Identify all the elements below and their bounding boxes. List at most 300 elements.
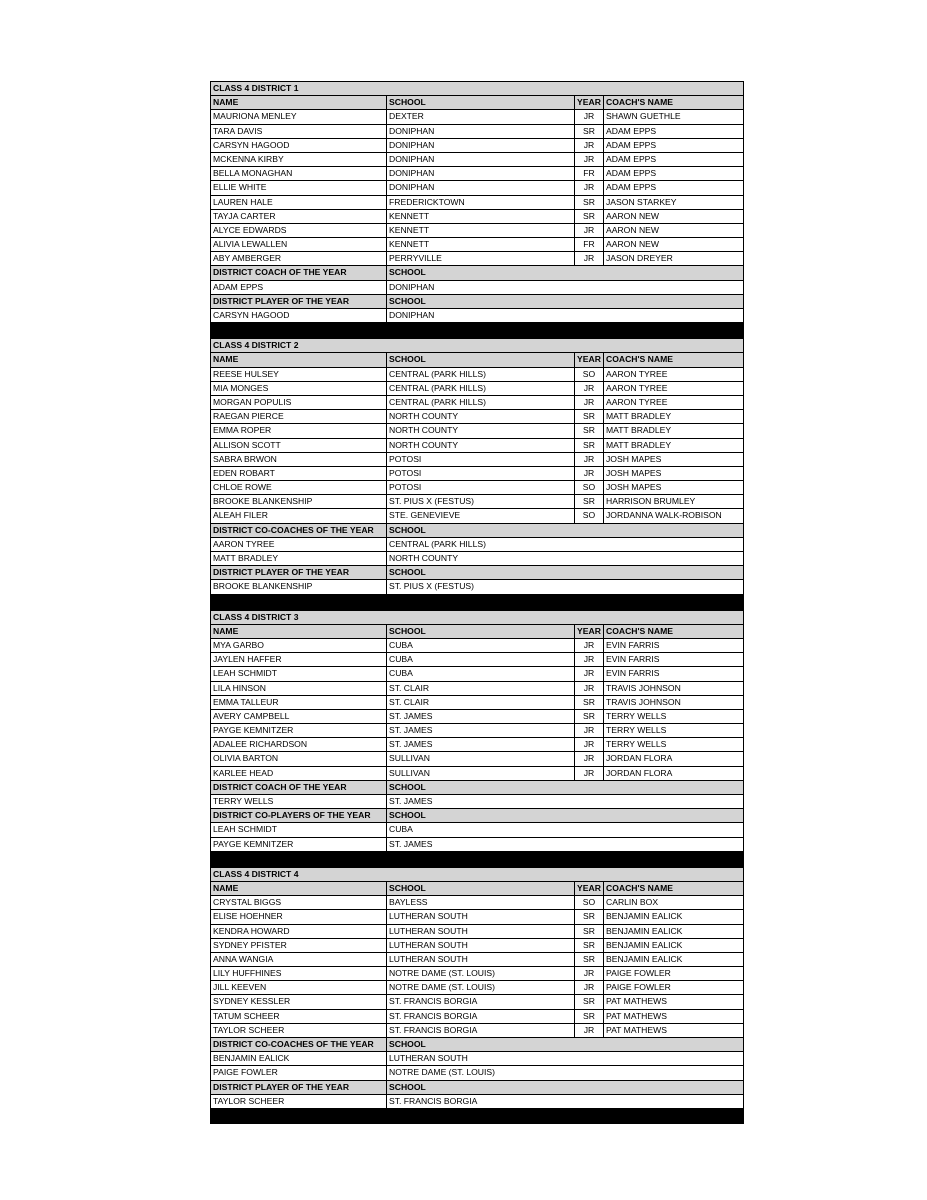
player-school: NORTH COUNTY	[387, 424, 575, 437]
player-year: JR	[575, 153, 604, 166]
player-year: SO	[575, 368, 604, 381]
player-school: NOTRE DAME (ST. LOUIS)	[387, 967, 575, 980]
player-year: SR	[575, 210, 604, 223]
player-row	[211, 910, 743, 924]
player-name: LAUREN HALE	[211, 196, 387, 209]
player-coach: AARON NEW	[606, 224, 659, 235]
player-name: CHLOE ROWE	[211, 481, 387, 494]
player-school: CUBA	[387, 653, 575, 666]
coach-of-year-header	[211, 266, 743, 280]
player-school: CENTRAL (PARK HILLS)	[387, 396, 575, 409]
player-of-year-row	[211, 1095, 743, 1109]
player-school: ST. JAMES	[387, 710, 575, 723]
player-school: ST. JAMES	[387, 738, 575, 751]
player-name: ALIVIA LEWALLEN	[211, 238, 387, 251]
player-coach: PAT MATHEWS	[606, 1010, 667, 1021]
player-row	[211, 424, 743, 438]
player-year: JR	[575, 224, 604, 237]
player-coach: JOSH MAPES	[606, 482, 662, 493]
player-year: JR	[575, 453, 604, 466]
player-of-year-school-label: SCHOOL	[389, 1081, 426, 1092]
player-school: PERRYVILLE	[387, 252, 575, 265]
player-year: SR	[575, 995, 604, 1008]
player-name: SABRA BRWON	[211, 453, 387, 466]
coach-of-year-label: DISTRICT CO-COACHES OF THE YEAR	[211, 524, 387, 537]
section-title: CLASS 4 DISTRICT 1	[213, 83, 299, 93]
player-name: KENDRA HOWARD	[211, 925, 387, 938]
player-row	[211, 252, 743, 266]
player-row	[211, 224, 743, 238]
coach-of-year-name: AARON TYREE	[211, 538, 387, 551]
coach-of-year-school-label: SCHOOL	[389, 1039, 426, 1049]
coach-of-year-school: LUTHERAN SOUTH	[389, 1053, 468, 1064]
player-row	[211, 995, 743, 1009]
coach-of-year-school-label: SCHOOL	[389, 267, 426, 278]
player-name: LILA HINSON	[211, 682, 387, 695]
player-coach: JASON DREYER	[606, 253, 673, 264]
player-year: JR	[575, 967, 604, 980]
player-year: SO	[575, 481, 604, 494]
player-name: CARSYN HAGOOD	[211, 139, 387, 152]
player-of-year-name: PAYGE KEMNITZER	[211, 838, 387, 851]
player-of-year-header	[211, 809, 743, 823]
coach-of-year-name: PAIGE FOWLER	[211, 1066, 387, 1079]
player-year: SO	[575, 509, 604, 522]
player-name: ABY AMBERGER	[211, 252, 387, 265]
coach-of-year-label: DISTRICT COACH OF THE YEAR	[211, 266, 387, 279]
player-year: JR	[575, 382, 604, 395]
player-year: SR	[575, 125, 604, 138]
coach-of-year-name: TERRY WELLS	[211, 795, 387, 808]
district-section	[210, 867, 744, 1124]
district-section	[210, 338, 744, 609]
header-school: SCHOOL	[387, 96, 575, 109]
player-year: SR	[575, 939, 604, 952]
player-row	[211, 981, 743, 995]
player-coach: PAIGE FOWLER	[606, 982, 671, 993]
player-school: POTOSI	[387, 481, 575, 494]
player-coach: MATT BRADLEY	[606, 439, 672, 450]
player-name: SYDNEY KESSLER	[211, 995, 387, 1008]
player-coach: ADAM EPPS	[606, 168, 657, 179]
player-row	[211, 210, 743, 224]
section-title: CLASS 4 DISTRICT 3	[213, 611, 299, 622]
player-name: EMMA ROPER	[211, 424, 387, 437]
player-name: REESE HULSEY	[211, 368, 387, 381]
coach-of-year-name: BENJAMIN EALICK	[211, 1052, 387, 1065]
player-name: ALEAH FILER	[211, 509, 387, 522]
player-coach: JOSH MAPES	[606, 453, 662, 464]
section-title-row	[211, 611, 743, 625]
player-coach: TERRY WELLS	[606, 710, 667, 721]
header-name: NAME	[211, 882, 387, 895]
header-school: SCHOOL	[387, 882, 575, 895]
player-year: JR	[575, 667, 604, 680]
player-of-year-row	[211, 309, 743, 323]
header-coach: COACH'S NAME	[606, 625, 673, 636]
player-row	[211, 196, 743, 210]
player-name: ANNA WANGIA	[211, 953, 387, 966]
header-name: NAME	[211, 625, 387, 638]
player-school: ST. JAMES	[387, 724, 575, 737]
player-school: FREDERICKTOWN	[387, 196, 575, 209]
player-year: SR	[575, 696, 604, 709]
player-name: JAYLEN HAFFER	[211, 653, 387, 666]
player-name: ALLISON SCOTT	[211, 439, 387, 452]
header-coach: COACH'S NAME	[606, 97, 673, 108]
player-name: OLIVIA BARTON	[211, 752, 387, 765]
player-year: SR	[575, 925, 604, 938]
coach-of-year-school: NORTH COUNTY	[389, 553, 459, 563]
player-of-year-school-label: SCHOOL	[389, 567, 426, 578]
coach-of-year-row	[211, 552, 743, 566]
player-row	[211, 167, 743, 181]
player-row	[211, 653, 743, 667]
player-row	[211, 495, 743, 509]
player-name: LEAH SCHMIDT	[211, 667, 387, 680]
player-school: STE. GENEVIEVE	[387, 509, 575, 522]
header-name: NAME	[211, 353, 387, 366]
section-divider-bar	[211, 852, 743, 867]
player-coach: BENJAMIN EALICK	[606, 939, 683, 950]
player-row	[211, 639, 743, 653]
player-coach: SHAWN GUETHLE	[606, 111, 681, 122]
section-title: CLASS 4 DISTRICT 2	[213, 340, 299, 351]
player-name: MYA GARBO	[211, 639, 387, 652]
header-name: NAME	[211, 96, 387, 109]
player-of-year-name: TAYLOR SCHEER	[211, 1095, 387, 1108]
player-row	[211, 967, 743, 981]
player-of-year-school: ST. JAMES	[389, 838, 433, 849]
player-name: SYDNEY PFISTER	[211, 939, 387, 952]
player-school: KENNETT	[387, 238, 575, 251]
player-coach: ADAM EPPS	[606, 182, 657, 193]
player-of-year-row	[211, 838, 743, 852]
player-school: BAYLESS	[387, 896, 575, 909]
player-of-year-name: LEAH SCHMIDT	[211, 823, 387, 836]
player-year: FR	[575, 167, 604, 180]
player-year: SR	[575, 953, 604, 966]
player-name: CRYSTAL BIGGS	[211, 896, 387, 909]
section-divider-bar	[211, 323, 743, 338]
player-year: SO	[575, 896, 604, 909]
player-name: TAYJA CARTER	[211, 210, 387, 223]
player-row	[211, 139, 743, 153]
player-coach: PAT MATHEWS	[606, 1024, 667, 1035]
player-row	[211, 110, 743, 124]
player-school: LUTHERAN SOUTH	[387, 910, 575, 923]
coach-of-year-label: DISTRICT COACH OF THE YEAR	[211, 781, 387, 794]
player-of-year-school-label: SCHOOL	[389, 810, 426, 821]
player-school: CENTRAL (PARK HILLS)	[387, 382, 575, 395]
player-school: KENNETT	[387, 210, 575, 223]
player-year: JR	[575, 139, 604, 152]
coach-of-year-row	[211, 538, 743, 552]
player-name: MORGAN POPULIS	[211, 396, 387, 409]
player-coach: JORDAN FLORA	[606, 753, 673, 764]
player-name: BELLA MONAGHAN	[211, 167, 387, 180]
player-row	[211, 467, 743, 481]
player-year: JR	[575, 752, 604, 765]
coach-of-year-row	[211, 1052, 743, 1066]
player-row	[211, 925, 743, 939]
player-school: ST. PIUS X (FESTUS)	[387, 495, 575, 508]
player-year: JR	[575, 738, 604, 751]
player-of-year-header	[211, 1081, 743, 1095]
player-school: KENNETT	[387, 224, 575, 237]
player-coach: EVIN FARRIS	[606, 639, 660, 650]
player-of-year-school: CUBA	[389, 824, 413, 835]
player-name: KARLEE HEAD	[211, 767, 387, 780]
player-coach: JOSH MAPES	[606, 467, 662, 478]
player-row	[211, 1024, 743, 1038]
player-coach: AARON TYREE	[606, 368, 668, 379]
player-year: SR	[575, 710, 604, 723]
coach-of-year-school: NOTRE DAME (ST. LOUIS)	[389, 1067, 495, 1078]
player-of-year-label: DISTRICT PLAYER OF THE YEAR	[211, 295, 387, 308]
player-row	[211, 439, 743, 453]
player-of-year-school: ST. FRANCIS BORGIA	[389, 1095, 478, 1106]
player-coach: TERRY WELLS	[606, 739, 667, 750]
player-school: DONIPHAN	[387, 125, 575, 138]
player-row	[211, 752, 743, 766]
player-name: RAEGAN PIERCE	[211, 410, 387, 423]
section-title-row	[211, 82, 743, 96]
player-year: JR	[575, 682, 604, 695]
player-coach: JORDAN FLORA	[606, 767, 673, 778]
player-coach: TERRY WELLS	[606, 725, 667, 736]
player-of-year-row	[211, 580, 743, 594]
player-row	[211, 396, 743, 410]
player-year: SR	[575, 410, 604, 423]
player-name: EDEN ROBART	[211, 467, 387, 480]
player-row	[211, 509, 743, 523]
header-school: SCHOOL	[387, 353, 575, 366]
coach-of-year-row	[211, 795, 743, 809]
player-name: BROOKE BLANKENSHIP	[211, 495, 387, 508]
player-school: POTOSI	[387, 453, 575, 466]
player-school: CENTRAL (PARK HILLS)	[387, 368, 575, 381]
player-year: SR	[575, 1010, 604, 1023]
player-school: LUTHERAN SOUTH	[387, 939, 575, 952]
player-coach: JORDANNA WALK-ROBISON	[606, 510, 722, 521]
player-school: LUTHERAN SOUTH	[387, 953, 575, 966]
player-of-year-label: DISTRICT PLAYER OF THE YEAR	[211, 566, 387, 579]
section-title-row	[211, 868, 743, 882]
player-row	[211, 481, 743, 495]
player-coach: PAT MATHEWS	[606, 996, 667, 1007]
player-of-year-header	[211, 566, 743, 580]
player-coach: ADAM EPPS	[606, 139, 657, 150]
player-row	[211, 682, 743, 696]
player-coach: EVIN FARRIS	[606, 654, 660, 665]
player-year: SR	[575, 910, 604, 923]
player-coach: MATT BRADLEY	[606, 425, 672, 436]
coach-of-year-header	[211, 781, 743, 795]
player-of-year-label: DISTRICT PLAYER OF THE YEAR	[211, 1081, 387, 1094]
section-title: CLASS 4 DISTRICT 4	[213, 868, 299, 879]
player-name: PAYGE KEMNITZER	[211, 724, 387, 737]
player-year: JR	[575, 181, 604, 194]
player-row	[211, 368, 743, 382]
player-of-year-school: DONIPHAN	[389, 310, 435, 320]
player-name: TATUM SCHEER	[211, 1010, 387, 1023]
player-year: JR	[575, 396, 604, 409]
player-name: LILY HUFFHINES	[211, 967, 387, 980]
player-coach: EVIN FARRIS	[606, 668, 660, 679]
player-year: JR	[575, 724, 604, 737]
player-row	[211, 710, 743, 724]
player-of-year-label: DISTRICT CO-PLAYERS OF THE YEAR	[211, 809, 387, 822]
header-year: YEAR	[575, 353, 604, 366]
player-school: NOTRE DAME (ST. LOUIS)	[387, 981, 575, 994]
player-of-year-school-label: SCHOOL	[389, 295, 426, 306]
player-row	[211, 1010, 743, 1024]
district-section	[210, 81, 744, 338]
player-school: SULLIVAN	[387, 767, 575, 780]
player-school: POTOSI	[387, 467, 575, 480]
player-name: AVERY CAMPBELL	[211, 710, 387, 723]
player-of-year-header	[211, 295, 743, 309]
player-year: JR	[575, 1024, 604, 1037]
player-name: MAURIONA MENLEY	[211, 110, 387, 123]
player-school: ST. CLAIR	[387, 682, 575, 695]
player-name: ALYCE EDWARDS	[211, 224, 387, 237]
player-row	[211, 238, 743, 252]
player-coach: TRAVIS JOHNSON	[606, 696, 681, 707]
player-school: NORTH COUNTY	[387, 439, 575, 452]
column-header-row	[211, 353, 743, 367]
player-year: JR	[575, 110, 604, 123]
player-row	[211, 410, 743, 424]
coach-of-year-name: ADAM EPPS	[211, 281, 387, 294]
player-coach: TRAVIS JOHNSON	[606, 682, 681, 693]
all-district-document	[210, 81, 744, 1124]
player-row	[211, 896, 743, 910]
coach-of-year-school: CENTRAL (PARK HILLS)	[389, 538, 486, 549]
player-coach: BENJAMIN EALICK	[606, 925, 683, 936]
player-coach: AARON NEW	[606, 239, 659, 250]
player-coach: HARRISON BRUMLEY	[606, 496, 696, 507]
player-school: DONIPHAN	[387, 181, 575, 194]
player-year: SR	[575, 439, 604, 452]
player-year: JR	[575, 639, 604, 652]
player-year: FR	[575, 238, 604, 251]
player-name: EMMA TALLEUR	[211, 696, 387, 709]
player-coach: BENJAMIN EALICK	[606, 953, 683, 964]
header-coach: COACH'S NAME	[606, 354, 673, 365]
coach-of-year-header	[211, 524, 743, 538]
player-year: JR	[575, 467, 604, 480]
player-coach: PAIGE FOWLER	[606, 968, 671, 979]
player-year: JR	[575, 981, 604, 994]
player-coach: AARON TYREE	[606, 396, 668, 407]
player-of-year-row	[211, 823, 743, 837]
player-row	[211, 767, 743, 781]
player-coach: BENJAMIN EALICK	[606, 911, 683, 922]
coach-of-year-name: MATT BRADLEY	[211, 552, 387, 565]
player-year: JR	[575, 653, 604, 666]
section-divider-bar	[211, 1109, 743, 1124]
player-school: DONIPHAN	[387, 167, 575, 180]
coach-of-year-row	[211, 1066, 743, 1080]
header-school: SCHOOL	[387, 625, 575, 638]
player-school: NORTH COUNTY	[387, 410, 575, 423]
coach-of-year-header	[211, 1038, 743, 1052]
player-row	[211, 153, 743, 167]
player-coach: AARON NEW	[606, 210, 659, 221]
player-row	[211, 953, 743, 967]
column-header-row	[211, 882, 743, 896]
player-year: SR	[575, 424, 604, 437]
player-name: ELLIE WHITE	[211, 181, 387, 194]
coach-of-year-school: ST. JAMES	[389, 796, 433, 806]
player-row	[211, 667, 743, 681]
coach-of-year-school-label: SCHOOL	[389, 524, 426, 535]
player-school: SULLIVAN	[387, 752, 575, 765]
player-row	[211, 382, 743, 396]
player-row	[211, 453, 743, 467]
header-year: YEAR	[575, 625, 604, 638]
player-name: JILL KEEVEN	[211, 981, 387, 994]
player-name: MIA MONGES	[211, 382, 387, 395]
player-coach: JASON STARKEY	[606, 196, 677, 207]
player-name: ADALEE RICHARDSON	[211, 738, 387, 751]
player-school: CUBA	[387, 639, 575, 652]
column-header-row	[211, 625, 743, 639]
player-of-year-name: CARSYN HAGOOD	[211, 309, 387, 322]
player-name: TARA DAVIS	[211, 125, 387, 138]
player-year: SR	[575, 495, 604, 508]
section-title-row	[211, 339, 743, 353]
header-coach: COACH'S NAME	[606, 882, 673, 893]
coach-of-year-row	[211, 281, 743, 295]
header-year: YEAR	[575, 96, 604, 109]
player-of-year-school: ST. PIUS X (FESTUS)	[389, 581, 474, 592]
player-year: SR	[575, 196, 604, 209]
player-school: ST. CLAIR	[387, 696, 575, 709]
player-school: DONIPHAN	[387, 139, 575, 152]
column-header-row	[211, 96, 743, 110]
player-year: JR	[575, 767, 604, 780]
player-row	[211, 125, 743, 139]
player-coach: ADAM EPPS	[606, 153, 657, 164]
player-school: ST. FRANCIS BORGIA	[387, 1024, 575, 1037]
player-coach: ADAM EPPS	[606, 125, 657, 136]
player-school: LUTHERAN SOUTH	[387, 925, 575, 938]
player-of-year-name: BROOKE BLANKENSHIP	[211, 580, 387, 593]
coach-of-year-school: DONIPHAN	[389, 281, 435, 292]
coach-of-year-school-label: SCHOOL	[389, 781, 426, 792]
player-coach: AARON TYREE	[606, 382, 668, 393]
player-school: ST. FRANCIS BORGIA	[387, 1010, 575, 1023]
section-divider-bar	[211, 595, 743, 610]
coach-of-year-label: DISTRICT CO-COACHES OF THE YEAR	[211, 1038, 387, 1051]
player-coach: MATT BRADLEY	[606, 411, 672, 422]
player-row	[211, 939, 743, 953]
player-row	[211, 181, 743, 195]
player-row	[211, 696, 743, 710]
player-row	[211, 724, 743, 738]
player-school: DEXTER	[387, 110, 575, 123]
player-name: TAYLOR SCHEER	[211, 1024, 387, 1037]
header-year: YEAR	[575, 882, 604, 895]
player-name: ELISE HOEHNER	[211, 910, 387, 923]
player-row	[211, 738, 743, 752]
player-school: CUBA	[387, 667, 575, 680]
player-school: ST. FRANCIS BORGIA	[387, 995, 575, 1008]
player-coach: CARLIN BOX	[606, 897, 659, 908]
